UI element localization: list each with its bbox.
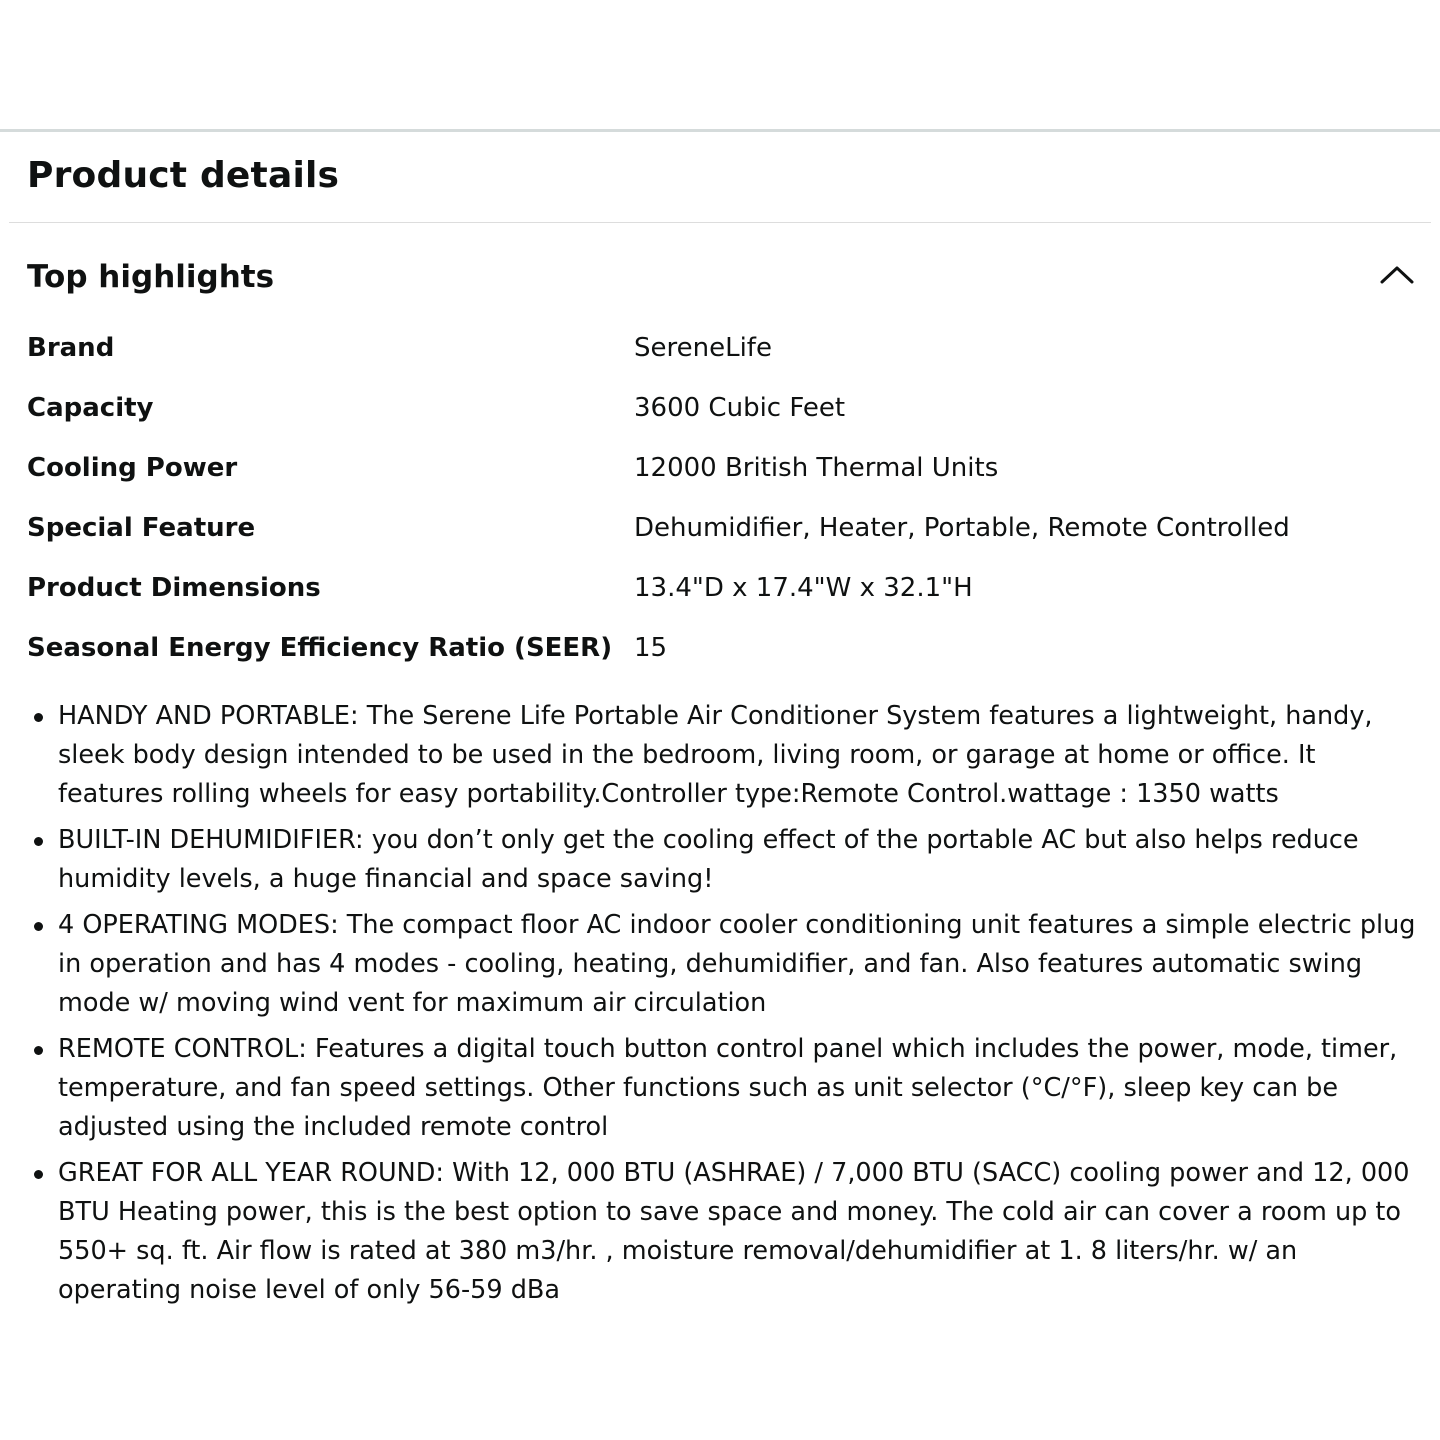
top-highlights-accordion-header[interactable] [0,250,1440,310]
spec-row-cooling-power [27,448,1427,508]
spec-row-product-dimensions [27,568,1427,628]
spec-value: 13.4"D x 17.4"W x 32.1"H [634,573,973,603]
bullet-icon [34,713,43,722]
spec-value: 3600 Cubic Feet [634,393,846,423]
spec-label: Product Dimensions [27,573,321,603]
list-item [58,1154,1420,1310]
spec-label: Seasonal Energy Efficiency Ratio (SEER) [27,633,613,663]
bullet-text: BUILT-IN DEHUMIDIFIER: you don’t only get the cooling effect of the portable AC but also helps reduce humidity levels, a huge financial and space saving! [58,825,1359,894]
spec-label: Capacity [27,393,154,423]
bullet-text: HANDY AND PORTABLE: The Serene Life Portable Air Conditioner System features a lightweight, handy, sleek body design intended to be used in the bedroom, living room, or garage at home or office. It features rolling wheels for easy portability.Controller type:Remote Control.wattage : 1350 watts [58,701,1373,809]
spec-row-capacity [27,388,1427,448]
spec-value: SereneLife [634,333,772,363]
spec-row-brand [27,328,1427,388]
bullet-text: GREAT FOR ALL YEAR ROUND: With 12, 000 BTU (ASHRAE) / 7,000 BTU (SACC) cooling power and 12, 000 BTU Heating power, this is the best option to save space and money. The cold air can cover a room up to 550+ sq. ft. Air flow is rated at 380 m3/hr. , moisture removal/dehumidifier at 1. 8 liters/hr. w/ an operating noise level of only 56-59 dBa [58,1158,1410,1305]
list-item [58,821,1420,899]
spec-value: Dehumidifier, Heater, Portable, Remote Controlled [634,513,1290,543]
page-title: Product details [27,155,340,196]
bullet-icon [34,837,43,846]
spec-label: Brand [27,333,115,363]
bullet-icon [34,1170,43,1179]
bullet-text: REMOTE CONTROL: Features a digital touch button control panel which includes the power, mode, timer, temperature, and fan speed settings. Other functions such as unit selector (°C/°F), sleep key can be adjusted using the included remote control [58,1034,1398,1142]
top-highlights-title: Top highlights [27,259,275,295]
list-item [58,906,1420,1023]
feature-bullet-list [58,697,1420,1317]
bullet-icon [34,922,43,931]
top-divider [0,129,1440,132]
spec-row-seer [27,628,1427,688]
spec-row-special-feature [27,508,1427,568]
list-item [58,697,1420,814]
bullet-text: 4 OPERATING MODES: The compact floor AC indoor cooler conditioning unit features a simple electric plug in operation and has 4 modes - cooling, heating, dehumidifier, and fan. Also features automatic swing mode w/ moving wind vent for maximum air circulation [58,910,1416,1018]
list-item [58,1030,1420,1147]
spec-label: Special Feature [27,513,256,543]
spec-table [27,328,1427,688]
spec-value: 12000 British Thermal Units [634,453,999,483]
spec-value: 15 [634,633,668,663]
bullet-icon [34,1046,43,1055]
spec-label: Cooling Power [27,453,238,483]
section-divider [9,222,1431,223]
chevron-up-icon[interactable] [1378,260,1416,286]
